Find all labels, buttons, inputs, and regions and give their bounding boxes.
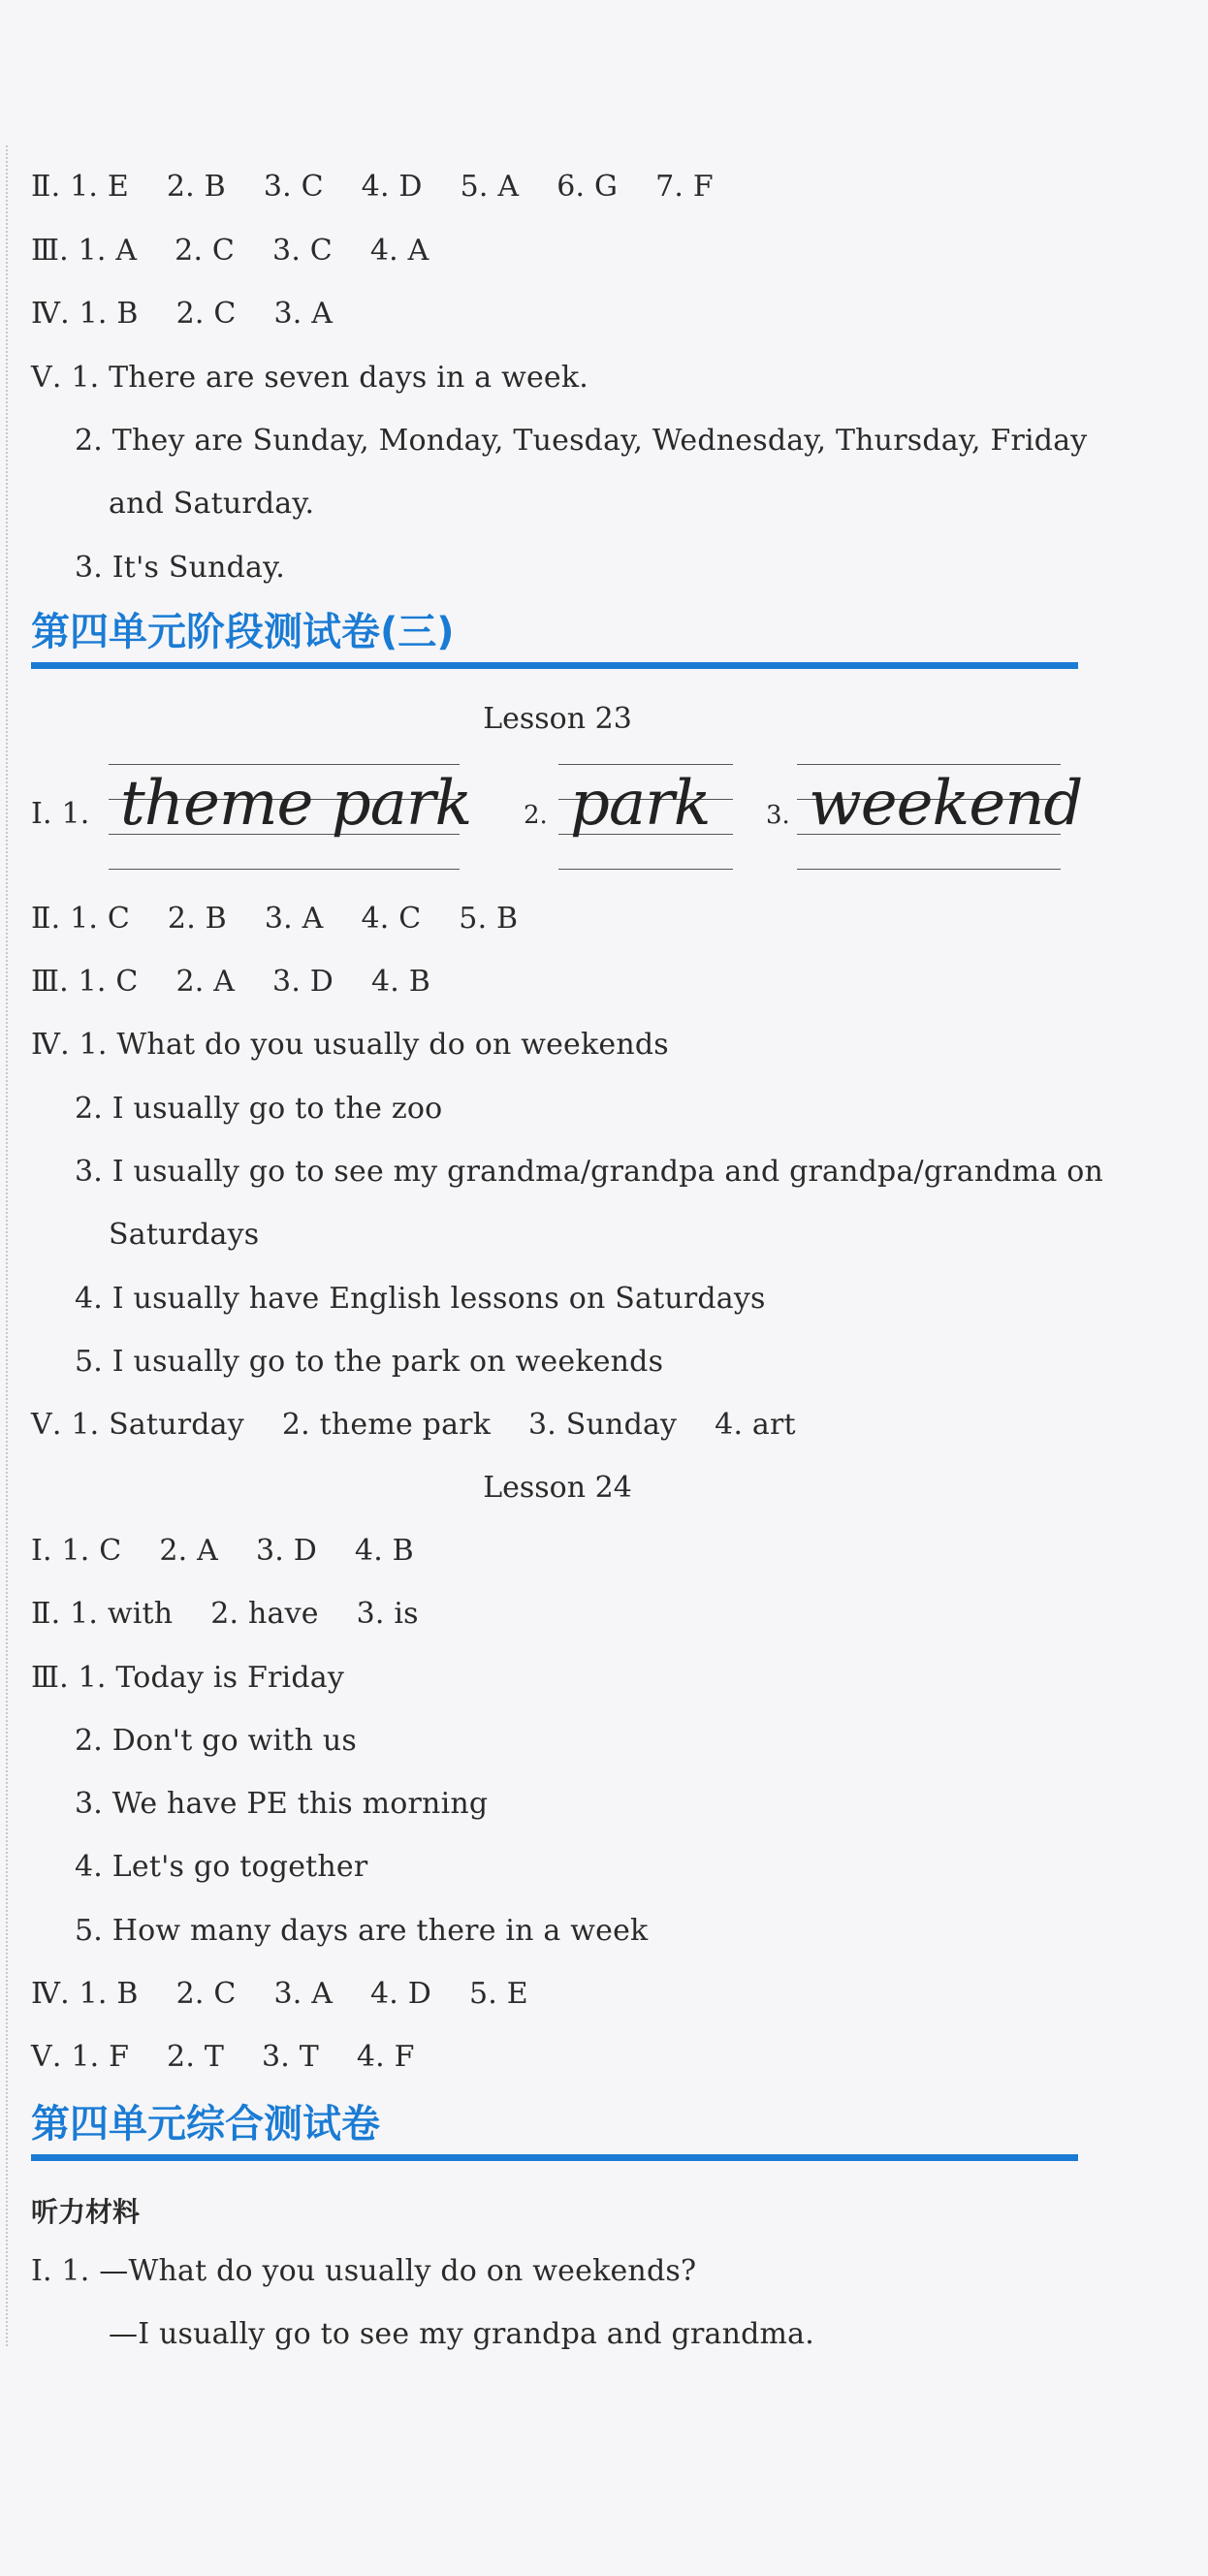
question-number: 2. [524,801,548,830]
answer-row: Ⅱ. 1. with 2. have 3. is [31,1597,419,1631]
answer-row: Ⅴ. 1. Saturday 2. theme park 3. Sunday 4. art [31,1408,796,1442]
answer-row: 3. We have PE this morning [75,1787,489,1821]
answer-row: 3. I usually go to see my grandma/grandpa and grandpa/grandma on [75,1155,1104,1189]
lesson-title: Lesson 24 [483,1471,632,1505]
question-number: Ⅰ. 1. [31,797,90,831]
handwritten-answer: theme park [120,768,472,840]
answer-row: 4. Let's go together [75,1850,368,1884]
lesson-title: Lesson 23 [483,702,632,736]
answer-row: Ⅱ. 1. E 2. B 3. C 4. D 5. A 6. G 7. F [31,170,714,204]
answer-row: Ⅴ. 1. There are seven days in a week. [31,361,588,395]
answer-row: and Saturday. [109,487,315,521]
writing-box [797,764,1083,873]
handwritten-answer: weekend [809,768,1083,840]
writing-box [558,764,733,873]
answer-row: Ⅰ. 1. C 2. A 3. D 4. B [31,1534,414,1568]
answer-row: 3. It's Sunday. [75,551,286,585]
answer-row: Ⅰ. 1. —What do you usually do on weekends? [31,2254,697,2288]
handwritten-answer: park [570,768,711,840]
answer-row: Saturdays [109,1218,260,1252]
section-heading: 第四单元综合测试卷 [31,2100,1078,2161]
answer-row: 4. I usually have English lessons on Saturdays [75,1282,766,1316]
answer-row: Ⅲ. 1. Today is Friday [31,1661,344,1695]
answer-row: Ⅳ. 1. B 2. C 3. A [31,297,334,331]
answer-row: —I usually go to see my grandpa and grandma. [109,2317,814,2351]
question-number: 3. [766,801,790,830]
answer-row: 5. I usually go to the park on weekends [75,1345,664,1379]
section-heading: 第四单元阶段测试卷(三) [31,608,1078,669]
answer-row: 2. I usually go to the zoo [75,1092,443,1126]
answer-row: 5. How many days are there in a week [75,1914,649,1948]
answer-row: Ⅴ. 1. F 2. T 3. T 4. F [31,2040,415,2074]
answer-row: 2. They are Sunday, Monday, Tuesday, Wednesday, Thursday, Friday [75,424,1088,458]
answer-row: Ⅲ. 1. C 2. A 3. D 4. B [31,965,430,999]
answer-row: Ⅳ. 1. What do you usually do on weekends [31,1028,669,1062]
fold-line [6,145,8,2346]
listening-title: 听力材料 [31,2196,141,2228]
answer-row: Ⅱ. 1. C 2. B 3. A 4. C 5. B [31,902,519,936]
answer-row: 2. Don't go with us [75,1724,357,1758]
writing-box [109,764,472,873]
answer-row: Ⅲ. 1. A 2. C 3. C 4. A [31,234,429,268]
answer-row: Ⅳ. 1. B 2. C 3. A 4. D 5. E [31,1977,528,2011]
